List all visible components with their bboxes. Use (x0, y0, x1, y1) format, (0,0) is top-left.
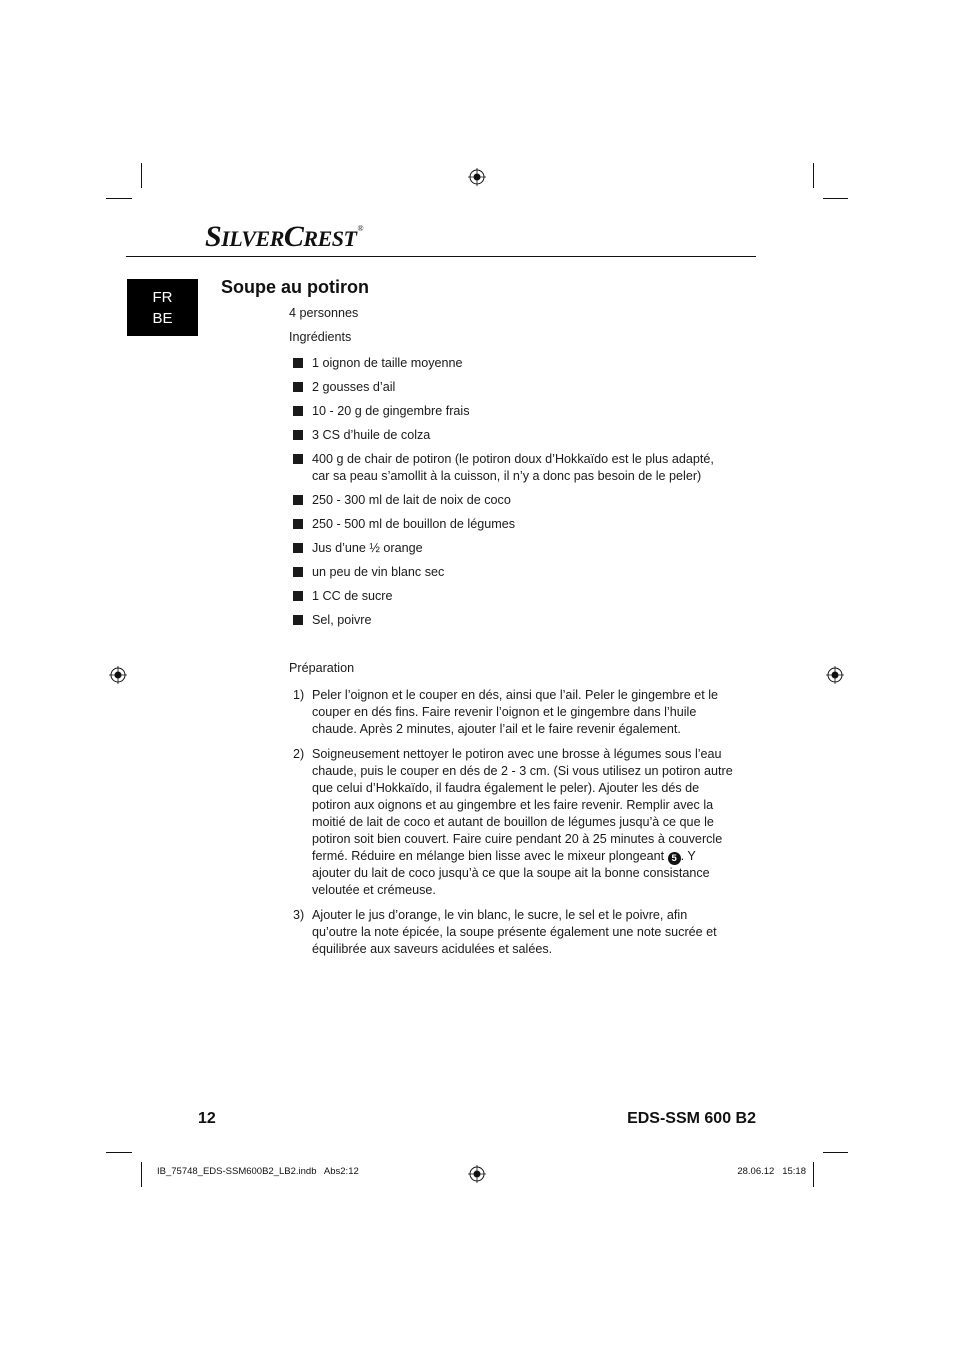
list-item: Sel, poivre (293, 612, 733, 629)
registration-mark-icon (109, 666, 127, 684)
step-number: 1) (293, 688, 305, 702)
bullet-square-icon (293, 615, 303, 625)
ingredients-list (293, 355, 733, 636)
bullet-square-icon (293, 543, 303, 553)
step-item (293, 687, 733, 738)
registration-mark-icon (826, 666, 844, 684)
page-number: 12 (198, 1110, 216, 1127)
crop-mark (106, 1152, 132, 1153)
bullet-square-icon (293, 430, 303, 440)
print-slug-file: IB_75748_EDS-SSM600B2_LB2.indb Abs2:12 (157, 1166, 359, 1177)
bullet-square-icon (293, 358, 303, 368)
list-item: un peu de vin blanc sec (293, 564, 733, 581)
registration-mark-icon (468, 1165, 486, 1183)
crop-mark (813, 1162, 814, 1187)
list-item: 250 - 500 ml de bouillon de légumes (293, 516, 733, 533)
bullet-square-icon (293, 454, 303, 464)
preparation-steps (293, 687, 733, 966)
crop-mark (141, 163, 142, 188)
registration-mark-icon (468, 168, 486, 186)
bullet-square-icon (293, 495, 303, 505)
print-slug-datetime: 28.06.12 15:18 (737, 1166, 806, 1177)
list-item: 1 CC de sucre (293, 588, 733, 605)
crop-mark (823, 198, 848, 199)
page-title: Soupe au potiron (221, 277, 369, 297)
bullet-square-icon (293, 567, 303, 577)
step-text: Ajouter le jus d’orange, le vin blanc, le sucre, le sel et le poivre, afin qu’outre la note épicée, la soupe présente également une note sucrée et équilibrée aux saveurs acidulées et salées. (312, 908, 717, 956)
crop-mark (813, 163, 814, 188)
list-item: Jus d’une ½ orange (293, 540, 733, 557)
language-tab (127, 279, 198, 336)
list-item: 10 - 20 g de gingembre frais (293, 403, 733, 420)
list-item: 2 gousses d’ail (293, 379, 733, 396)
part-number-badge: 5 (668, 852, 681, 865)
header-rule (126, 256, 756, 257)
step-number: 2) (293, 747, 305, 761)
step-number: 3) (293, 908, 305, 922)
language-code: FR (152, 288, 173, 306)
crop-mark (141, 1162, 142, 1187)
preparation-heading: Préparation (289, 661, 355, 675)
step-text: Soigneusement nettoyer le potiron avec une brosse à légumes sous l’eau chaude, puis le couper en dés de 2 - 3 cm. (Si vous utilisez un potiron autre que celui d’Hokkaïdo, il faudra également le peler). Ajouter les dés de potiron aux oignons et au gingembre et les faire revenir. Remplir avec la moitié de lait de coco et autant de bouillon de légumes jusqu’à ce que le potiron soit bien couvert. Faire cuire pendant 20 à 25 minutes à couvercle fermé. Réduire en mélange bien lisse avec le mixeur plongeant (312, 747, 733, 863)
list-item: 1 oignon de taille moyenne (293, 355, 733, 372)
step-item (293, 746, 733, 899)
step-item (293, 907, 733, 958)
step-text: . Y ajouter du lait de coco jusqu’à ce que la soupe ait la bonne consistance veloutée et crémeuse. (312, 849, 710, 897)
servings: 4 personnes (289, 306, 359, 320)
crop-mark (106, 198, 132, 199)
list-item: 3 CS d’huile de colza (293, 427, 733, 444)
language-code: BE (152, 309, 173, 327)
bullet-square-icon (293, 519, 303, 529)
silvercrest-logo: SILVERCREST® (205, 220, 364, 253)
bullet-square-icon (293, 382, 303, 392)
list-item: 250 - 300 ml de lait de noix de coco (293, 492, 733, 509)
list-item: 400 g de chair de potiron (le potiron doux d’Hokkaïdo est le plus adapté, car sa peau s’amollit à la cuisson, il n’y a donc pas besoin de le peler) (293, 451, 733, 485)
model-number: EDS-SSM 600 B2 (627, 1110, 756, 1127)
crop-mark (823, 1152, 848, 1153)
ingredients-heading: Ingrédients (289, 330, 352, 344)
bullet-square-icon (293, 591, 303, 601)
bullet-square-icon (293, 406, 303, 416)
step-text: Peler l’oignon et le couper en dés, ainsi que l’ail. Peler le gingembre et le couper en dés fins. Faire revenir l’oignon et le gingembre dans l’huile chaude. Après 2 minutes, ajouter l’ail et le faire revenir également. (312, 688, 719, 736)
